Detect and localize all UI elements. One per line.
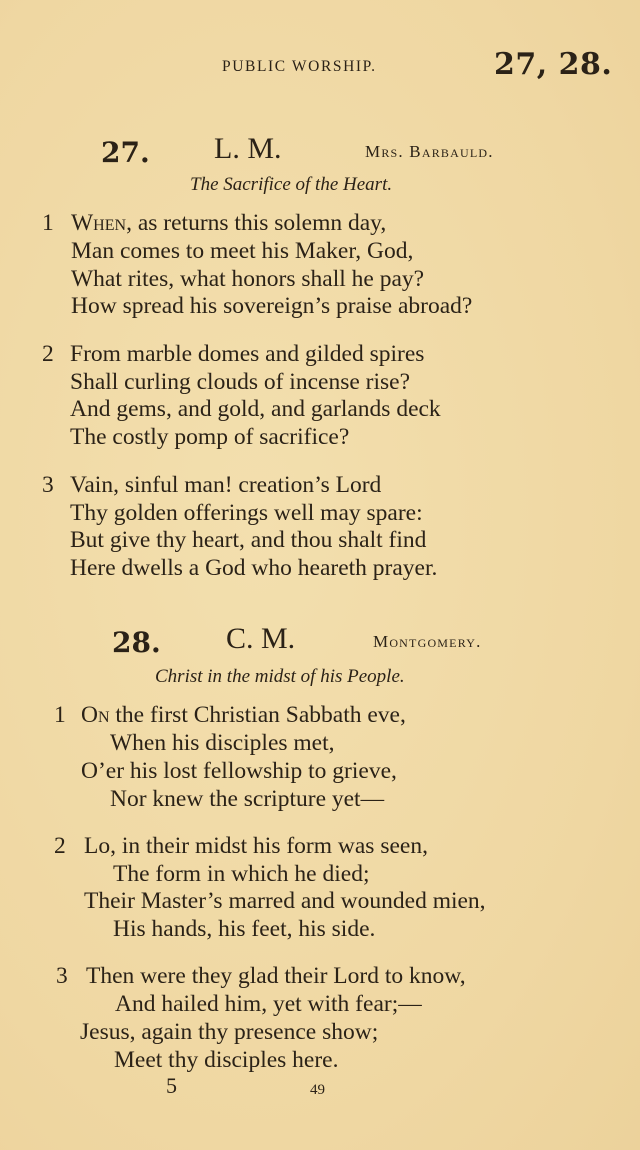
verse-number: 2 bbox=[42, 341, 54, 367]
verse-line: Vain, sinful man! creation’s Lord bbox=[70, 472, 382, 498]
verse-line: Here dwells a God who heareth prayer. bbox=[70, 555, 438, 581]
verse-line: From marble domes and gilded spires bbox=[70, 341, 425, 367]
verse-line: Thy golden offerings well may spare: bbox=[70, 500, 423, 526]
verse-line: But give thy heart, and thou shalt find bbox=[70, 527, 427, 553]
verse-line: Meet thy disciples here. bbox=[114, 1047, 339, 1073]
line-text: , as returns this solemn day, bbox=[126, 210, 387, 236]
line-text: the first Christian Sabbath eve, bbox=[109, 702, 406, 728]
verse-line: Lo, in their midst his form was seen, bbox=[84, 833, 428, 859]
hymn-number: 28. bbox=[112, 626, 161, 659]
hymn-title: Christ in the midst of his People. bbox=[155, 666, 405, 687]
verse-number: 1 bbox=[42, 210, 54, 236]
verse-number: 1 bbox=[54, 702, 66, 728]
verse-line: Then were they glad their Lord to know, bbox=[86, 963, 466, 989]
verse-line: The form in which he died; bbox=[113, 861, 370, 887]
verse-line: When his disciples met, bbox=[110, 730, 335, 756]
verse-line: Man comes to meet his Maker, God, bbox=[71, 238, 414, 264]
verse-line: And gems, and gold, and garlands deck bbox=[70, 396, 441, 422]
hymn-meter: C. M. bbox=[226, 622, 296, 655]
verse-line: Nor knew the scripture yet— bbox=[110, 786, 385, 812]
page-number: 49 bbox=[310, 1082, 325, 1098]
hymn-meter: L. M. bbox=[214, 132, 282, 165]
verse-line: The costly pomp of sacrifice? bbox=[70, 424, 350, 450]
verse-line: Shall curling clouds of incense rise? bbox=[70, 369, 411, 395]
hymn-number: 27. bbox=[101, 136, 150, 169]
verse-number: 3 bbox=[56, 963, 68, 989]
verse-line: What rites, what honors shall he pay? bbox=[71, 266, 425, 292]
verse-line: Jesus, again thy presence show; bbox=[80, 1019, 379, 1045]
hymn-title: The Sacrifice of the Heart. bbox=[190, 174, 393, 195]
verse-line bbox=[81, 701, 406, 729]
hymn-range: 27, 28. bbox=[494, 47, 613, 82]
lead-word: When bbox=[71, 210, 127, 236]
verse-number: 3 bbox=[42, 472, 54, 498]
verse-line: How spread his sovereign’s praise abroad? bbox=[71, 293, 473, 319]
verse-line: O’er his lost fellowship to grieve, bbox=[81, 758, 397, 784]
hymn-author: Mrs. Barbauld. bbox=[365, 142, 494, 161]
verse-line bbox=[71, 209, 386, 237]
lead-word: On bbox=[81, 702, 110, 728]
signature-mark: 5 bbox=[166, 1073, 177, 1098]
verse-line: Their Master’s marred and wounded mien, bbox=[84, 888, 486, 914]
running-head: PUBLIC WORSHIP. bbox=[222, 58, 377, 75]
verse-line: His hands, his feet, his side. bbox=[113, 916, 376, 942]
hymn-author: Montgomery. bbox=[373, 632, 482, 651]
verse-number: 2 bbox=[54, 833, 66, 859]
verse-line: And hailed him, yet with fear;— bbox=[115, 991, 422, 1017]
